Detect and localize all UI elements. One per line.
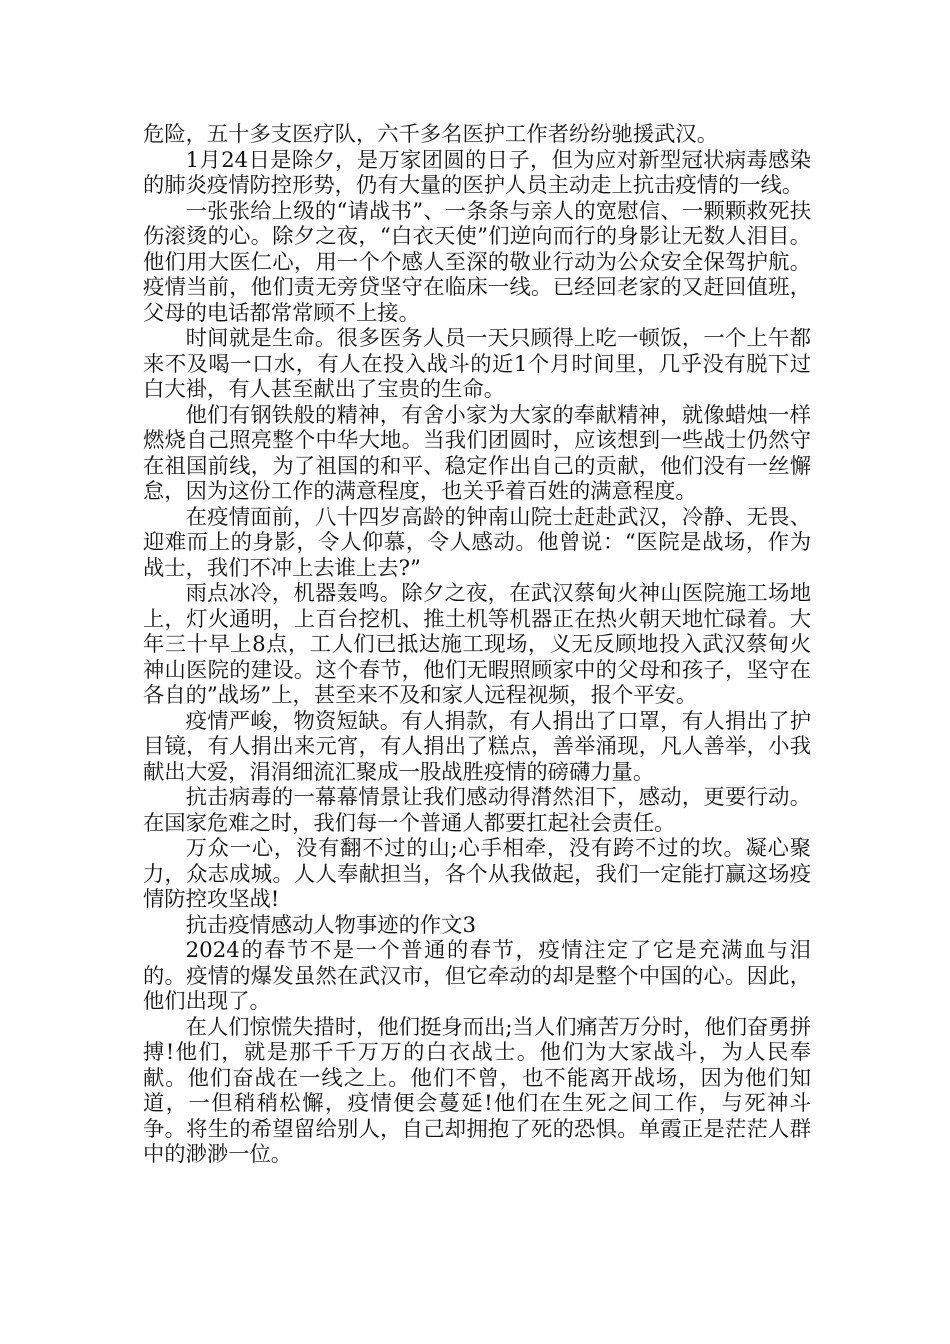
paragraph: 1月24日是除夕，是万家团圆的日子，但为应对新型冠状病毒感染的肺炎疫情防控形势，仍有大量的医护人员主动走上抗击疫情的一线。: [143, 147, 811, 198]
paragraph: 时间就是生命。很多医务人员一天只顾得上吃一顿饭，一个上午都来不及喝一口水，有人在投入战斗的近1个月时间里，几乎没有脱下过白大褂，有人甚至献出了宝贵的生命。: [143, 326, 811, 402]
paragraph: 万众一心，没有翻不过的山;心手相牵，没有跨不过的坎。凝心聚力，众志成城。人人奉献担当，各个从我做起，我们一定能打赢这场疫情防控攻坚战!: [143, 836, 811, 912]
paragraph: 雨点冰冷，机器轰鸣。除夕之夜，在武汉蔡甸火神山医院施工场地上，灯火通明，上百台挖机、推土机等机器正在热火朝天地忙碌着。大年三十早上8点，工人们已抵达施工现场，义无反顾地投入武汉蔡甸火神山医院的建设。这个春节，他们无暇照顾家中的父母和孩子，坚守在各自的”战场”上，甚至来不及和家人远程视频，报个平安。: [143, 581, 811, 708]
paragraph: 一张张给上级的“请战书”、一条条与亲人的宽慰信、一颗颗救死扶伤滚烫的心。除夕之夜，“白衣天使”们逆向而行的身影让无数人泪目。他们用大医仁心，用一个个感人至深的敬业行动为公众安全保驾护航。疫情当前，他们责无旁贷坚守在临床一线。已经回老家的又赶回值班，父母的电话都常常顾不上接。: [143, 198, 811, 326]
paragraph: 疫情严峻，物资短缺。有人捐款，有人捐出了口罩，有人捐出了护目镜，有人捐出来元宵，有人捐出了糕点，善举涌现，凡人善举，小我献出大爱，涓涓细流汇聚成一股战胜疫情的磅礴力量。: [143, 708, 811, 785]
paragraph: 他们有钢铁般的精神，有舍小家为大家的奉献精神，就像蜡烛一样燃烧自己照亮整个中华大地。当我们团圆时，应该想到一些战士仍然守在祖国前线，为了祖国的和平、稳定作出自己的贡献，他们没有一丝懈怠，因为这份工作的满意程度，也关乎着百姓的满意程度。: [143, 402, 811, 504]
section-heading: 抗击疫情感动人物事迹的作文3: [185, 912, 477, 938]
document-page: [143, 122, 811, 1168]
paragraph: 抗击病毒的一幕幕情景让我们感动得潸然泪下，感动，更要行动。在国家危难之时，我们每一个普通人都要扛起社会责任。: [143, 785, 811, 836]
paragraph: 2024的春节不是一个普通的春节，疫情注定了它是充满血与泪的。疫情的爆发虽然在武汉市，但它牵动的却是整个中国的心。因此，他们出现了。: [143, 938, 811, 1014]
paragraph: 在疫情面前，八十四岁高龄的钟南山院士赶赴武汉，冷静、无畏、迎难而上的身影，令人仰慕，令人感动。他曾说：“医院是战场，作为战士，我们不冲上去谁上去?”: [143, 504, 811, 581]
paragraph: 危险，五十多支医疗队，六千多名医护工作者纷纷驰援武汉。: [143, 122, 719, 147]
paragraph: 在人们惊慌失措时，他们挺身而出;当人们痛苦万分时，他们奋勇拼搏!他们，就是那千千万万的白衣战士。他们为大家战斗，为人民奉献。他们奋战在一线之上。他们不曾，也不能离开战场，因为他们知道，一但稍稍松懈，疫情便会蔓延!他们在生死之间工作，与死神斗争。将生的希望留给别人，自己却拥抱了死的恐惧。单霞正是茫茫人群中的渺渺一位。: [143, 1014, 811, 1167]
